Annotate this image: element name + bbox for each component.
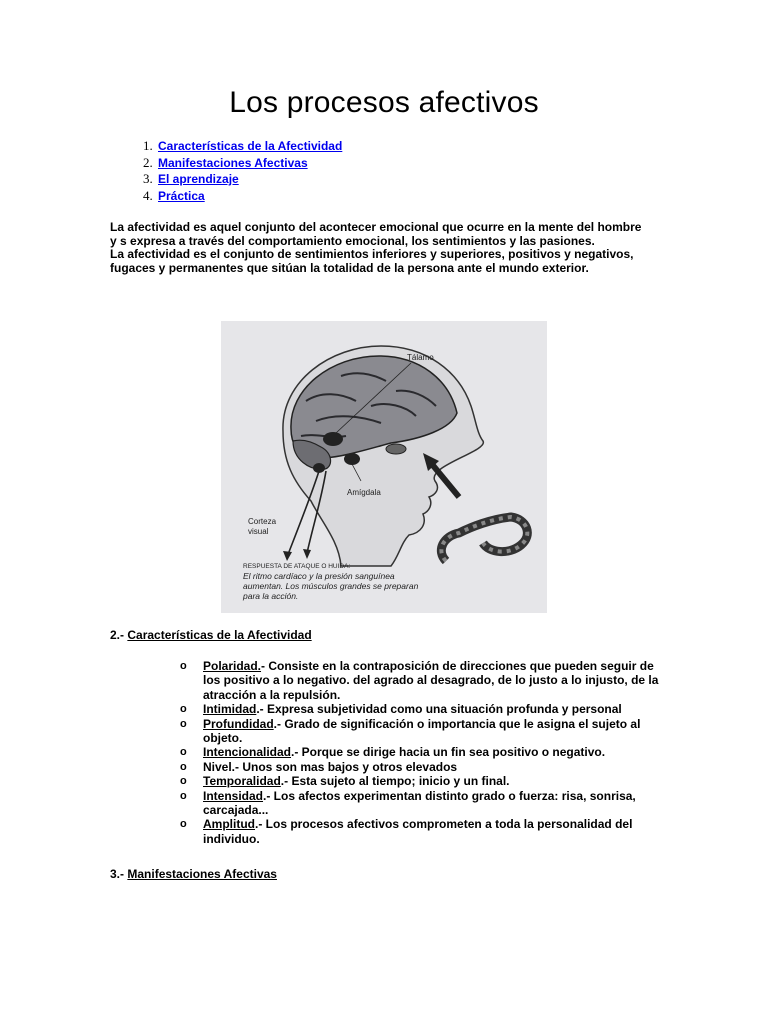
bullet-icon: o bbox=[180, 660, 187, 672]
feature-text: .- Los afectos experimentan distinto grado o fuerza: risa, sonrisa, carcajada... bbox=[203, 788, 636, 818]
section-3-heading bbox=[110, 867, 277, 881]
bullet-icon: o bbox=[180, 818, 187, 831]
bullet-icon: o bbox=[180, 775, 187, 788]
page-title: Los procesos afectivos bbox=[229, 86, 539, 119]
caption-line-1: RESPUESTA DE ATAQUE O HUIDA: bbox=[243, 563, 351, 570]
bullet-icon: o bbox=[180, 746, 187, 759]
toc-link-caracteristicas[interactable]: Características de la Afectividad bbox=[158, 139, 343, 153]
caption-line-3: aumentan. Los músculos grandes se preparan bbox=[243, 581, 419, 591]
bullet-icon: o bbox=[180, 760, 187, 773]
feature-text: Nivel.- Unos son mas bajos y otros elevados bbox=[203, 759, 458, 774]
intro-paragraph-1: La afectividad es aquel conjunto del acontecer emocional que ocurre en la mente del hombre y s expresa a través del comportamiento emocional, los sentimientos y las pasiones. bbox=[110, 220, 642, 248]
label-amigdala: Amígdala bbox=[347, 488, 381, 497]
feature-text: .- Expresa subjetividad como una situación profunda y personal bbox=[256, 702, 622, 717]
bullet-icon: o bbox=[180, 789, 187, 802]
feature-term: Profundidad bbox=[203, 716, 274, 731]
feature-term: Temporalidad bbox=[203, 774, 281, 789]
toc-item bbox=[156, 188, 342, 205]
label-talamo: Tálamo bbox=[407, 353, 434, 362]
brain-drawing bbox=[221, 321, 547, 613]
feature-term: Intensidad bbox=[203, 788, 264, 803]
label-corteza: Corteza bbox=[248, 517, 277, 526]
toc-link-aprendizaje[interactable]: El aprendizaje bbox=[158, 172, 239, 186]
list-item bbox=[180, 717, 660, 746]
feature-text: .- Los procesos afectivos comprometen a toda la personalidad del individuo. bbox=[203, 817, 633, 846]
section-number: 2.- bbox=[110, 628, 125, 642]
brain-illustration bbox=[221, 321, 547, 613]
toc-item bbox=[156, 171, 342, 188]
feature-text: - Consiste en la contraposición de direcciones que pueden seguir de los positivo a lo negativo. del agrado al desagrado, de lo justo a lo injusto, de la atracción a la repulsión. bbox=[203, 659, 659, 702]
feature-text: .- Grado de significación o importancia que le asigna el sujeto al objeto. bbox=[203, 716, 641, 746]
list-item bbox=[180, 774, 660, 788]
section-title: Características de la Afectividad bbox=[127, 628, 312, 642]
toc-link-practica[interactable]: Práctica bbox=[158, 188, 205, 203]
intro-paragraph-2: La afectividad es el conjunto de sentimientos inferiores y superiores, positivos y negativos, fugaces y permanentes que sitúan la totalidad de la persona ante el mundo exterior. bbox=[110, 247, 634, 275]
list-item bbox=[180, 817, 660, 846]
section-number: 3.- bbox=[110, 867, 125, 881]
feature-text: .- Esta sujeto al tiempo; inicio y un final. bbox=[280, 774, 510, 789]
bullet-icon: o bbox=[180, 717, 187, 730]
feature-text: .- Porque se dirige hacia un fin sea positivo o negativo. bbox=[291, 745, 606, 760]
bullet-icon: o bbox=[180, 703, 187, 716]
feature-term: Intencionalidad bbox=[203, 745, 292, 760]
list-item bbox=[180, 789, 660, 818]
list-item bbox=[180, 745, 660, 759]
list-item bbox=[180, 702, 660, 716]
section-2-heading bbox=[110, 628, 312, 642]
features-list bbox=[180, 659, 660, 846]
toc-link-manifestaciones[interactable]: Manifestaciones Afectivas bbox=[158, 155, 308, 170]
list-item bbox=[180, 659, 660, 702]
feature-term: Amplitud bbox=[203, 817, 255, 832]
caption-line-2: El ritmo cardíaco y la presión sanguínea bbox=[243, 571, 395, 581]
feature-term: Intimidad bbox=[203, 702, 257, 717]
caption-line-4: para la acción. bbox=[243, 591, 299, 601]
toc-item bbox=[156, 138, 342, 155]
feature-term: Polaridad. bbox=[203, 659, 262, 673]
intro-text bbox=[110, 221, 650, 275]
list-item bbox=[180, 760, 660, 774]
label-visual: visual bbox=[248, 527, 269, 536]
toc-item bbox=[156, 155, 342, 172]
table-of-contents bbox=[110, 138, 342, 204]
section-title: Manifestaciones Afectivas bbox=[127, 867, 277, 881]
